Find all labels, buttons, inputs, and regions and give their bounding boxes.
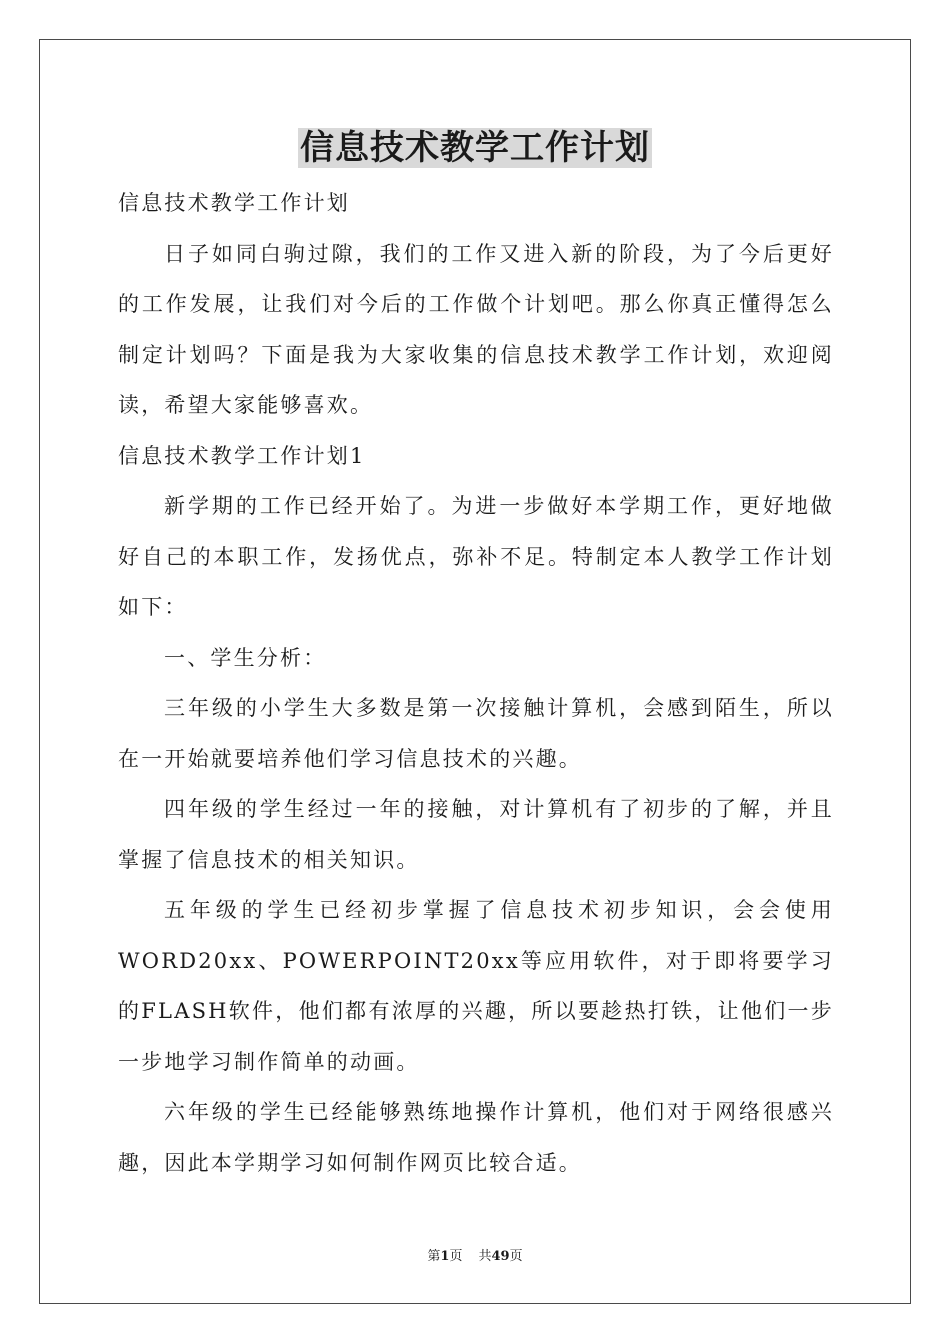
page-number: 1: [440, 1249, 450, 1264]
body-paragraph: 六年级的学生已经能够熟练地操作计算机，他们对于网络很感兴趣，因此本学期学习如何制作网页比较合适。: [118, 1100, 834, 1175]
total-label-prefix: 共: [478, 1249, 492, 1264]
intro-paragraph: 日子如同白驹过隙，我们的工作又进入新的阶段，为了今后更好的工作发展，让我们对今后的工作做个计划吧。那么你真正懂得怎么制定计划吗？下面是我为大家收集的信息技术教学工作计划，欢迎阅读，希望大家能够喜欢。: [118, 241, 834, 417]
page-footer: [0, 1247, 950, 1267]
body-paragraph: 新学期的工作已经开始了。为进一步做好本学期工作，更好地做好自己的本职工作，发扬优点，弥补不足。特制定本人教学工作计划如下：: [118, 494, 834, 619]
body-paragraph: 五年级的学生已经初步掌握了信息技术初步知识，会会使用WORD20xx、POWERPOINT20xx等应用软件，对于即将要学习的FLASH软件，他们都有浓厚的兴趣，所以要趁热打铁，让他们一步一步地学习制作简单的动画。: [118, 898, 834, 1074]
subtitle-paragraph: 信息技术教学工作计划: [118, 191, 350, 215]
document-body: [118, 178, 834, 1188]
document-title: [0, 124, 950, 172]
total-pages: 49: [491, 1249, 510, 1264]
document-title-text: 信息技术教学工作计划: [300, 128, 650, 168]
total-label-suffix: 页: [509, 1249, 523, 1264]
section-heading: 信息技术教学工作计划1: [118, 443, 366, 468]
body-paragraph: 三年级的小学生大多数是第一次接触计算机，会感到陌生，所以在一开始就要培养他们学习信息技术的兴趣。: [118, 696, 834, 771]
page-label-suffix: 页: [449, 1249, 463, 1264]
subsection-heading: 一、学生分析：: [164, 645, 327, 670]
body-paragraph: 四年级的学生经过一年的接触，对计算机有了初步的了解，并且掌握了信息技术的相关知识。: [118, 797, 834, 872]
page-label-prefix: 第: [427, 1249, 441, 1264]
